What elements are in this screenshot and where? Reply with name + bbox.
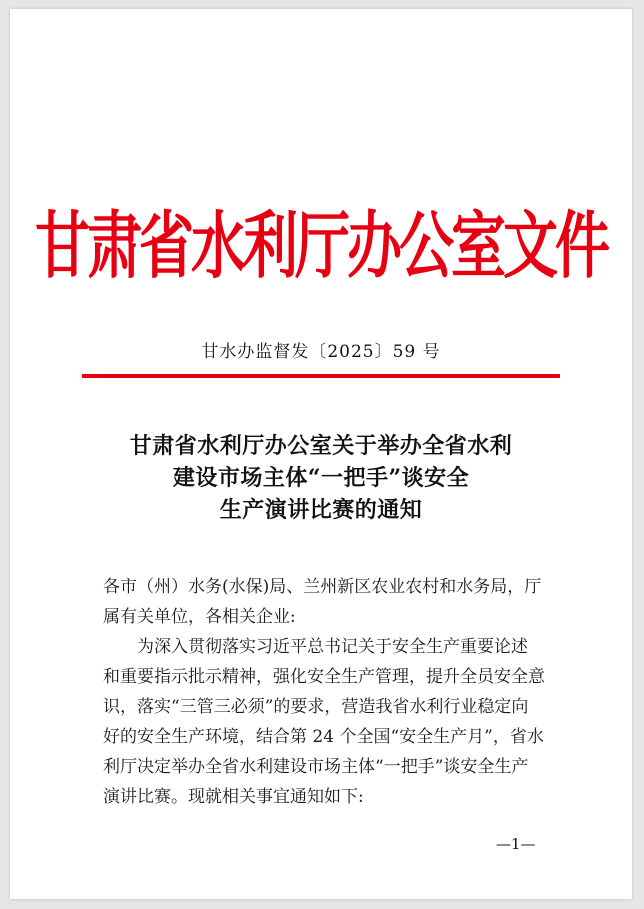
page-number: —1— (496, 835, 536, 853)
document-number: 甘水办监督发〔2025〕59 号 (201, 342, 441, 362)
body-line-paragraph: 识，落实“三管三必须”的要求，营造我省水利行业稳定向 (103, 697, 529, 717)
body-line-addressee: 各市（州）水务(水保)局、兰州新区农业农村和水务局，厅 (103, 577, 542, 597)
notice-title-line: 生产演讲比赛的通知 (219, 497, 423, 523)
document-header-title: 甘肃省水利厅办公室文件 (34, 202, 607, 289)
notice-title (70, 430, 572, 526)
body-line-paragraph: 为深入贯彻落实习近平总书记关于安全生产重要论述 (137, 637, 528, 657)
red-separator-line (82, 374, 560, 378)
body-line-addressee: 属有关单位，各相关企业: (103, 607, 296, 627)
notice-title-line: 甘肃省水利厅办公室关于举办全省水利 (129, 433, 513, 459)
body-line-paragraph: 和重要指示批示精神，强化安全生产管理，提升全员安全意 (103, 667, 545, 687)
notice-body (103, 572, 558, 812)
body-line-paragraph: 好的安全生产环境，结合第 24 个全国“安全生产月”，省水 (103, 727, 544, 747)
notice-title-line: 建设市场主体“一把手”谈安全 (172, 465, 470, 491)
body-line-paragraph: 利厅决定举办全省水利建设市场主体“一把手”谈安全生产 (103, 757, 529, 777)
body-line-paragraph: 演讲比赛。现就相关事宜通知如下: (103, 787, 364, 807)
document-page (10, 9, 632, 899)
